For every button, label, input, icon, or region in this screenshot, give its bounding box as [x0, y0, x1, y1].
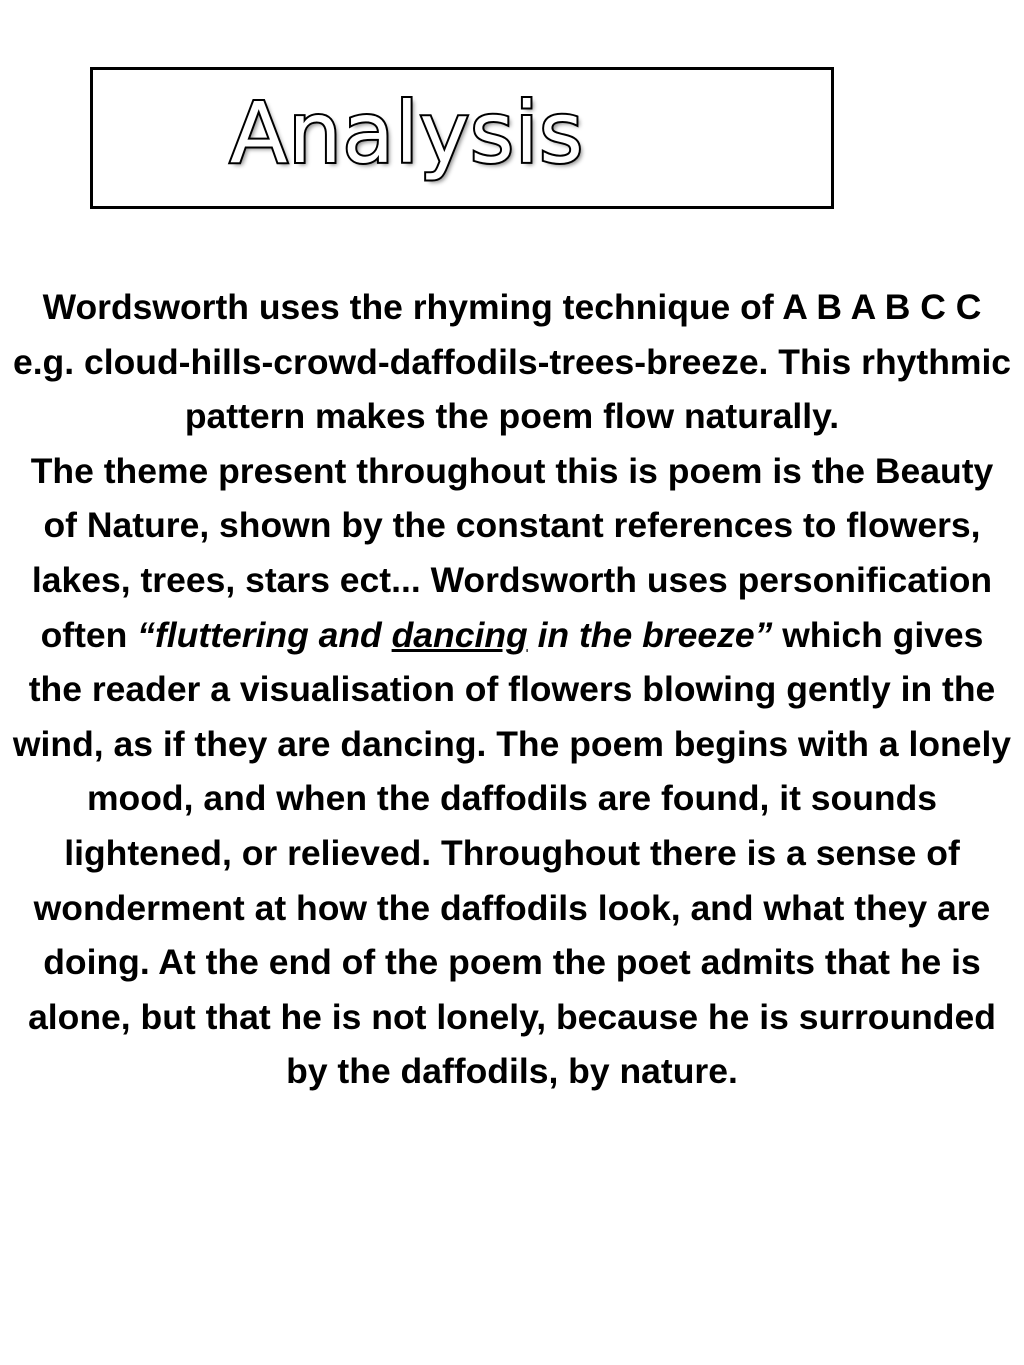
quote-close: in the breeze” [527, 614, 773, 655]
rhyme-paragraph: Wordsworth uses the rhyming technique of A B A B C C e.g. cloud-hills-crowd-daffodils-trees-breeze. This rhythmic pattern makes the poem flow naturally. [12, 287, 1012, 437]
page-title: Analysis [229, 84, 585, 182]
title-box [90, 67, 834, 209]
quote-underlined-word: dancing [391, 614, 528, 655]
quote-open: “fluttering and [137, 614, 392, 655]
theme-paragraph [10, 444, 1014, 1099]
analysis-text [10, 280, 1014, 1099]
theme-intro: The theme present throughout this is poem is the Beauty of Nature, shown by the constant references to flowers, lakes, trees, stars ect... Wordsworth uses personification often [30, 450, 994, 655]
theme-rest: which gives the reader a visualisation of flowers blowing gently in the wind, as if they are dancing. The poem begins with a lonely mood, and when the daffodils are found, it sounds lightened, or relieved. Throughout there is a sense of wonderment at how the daffodils look, and what they are doing. At the end of the poem the poet admits that he is alone, but that he is not lonely, because he is surrounded by the daffodils, by nature. [12, 614, 1012, 1092]
